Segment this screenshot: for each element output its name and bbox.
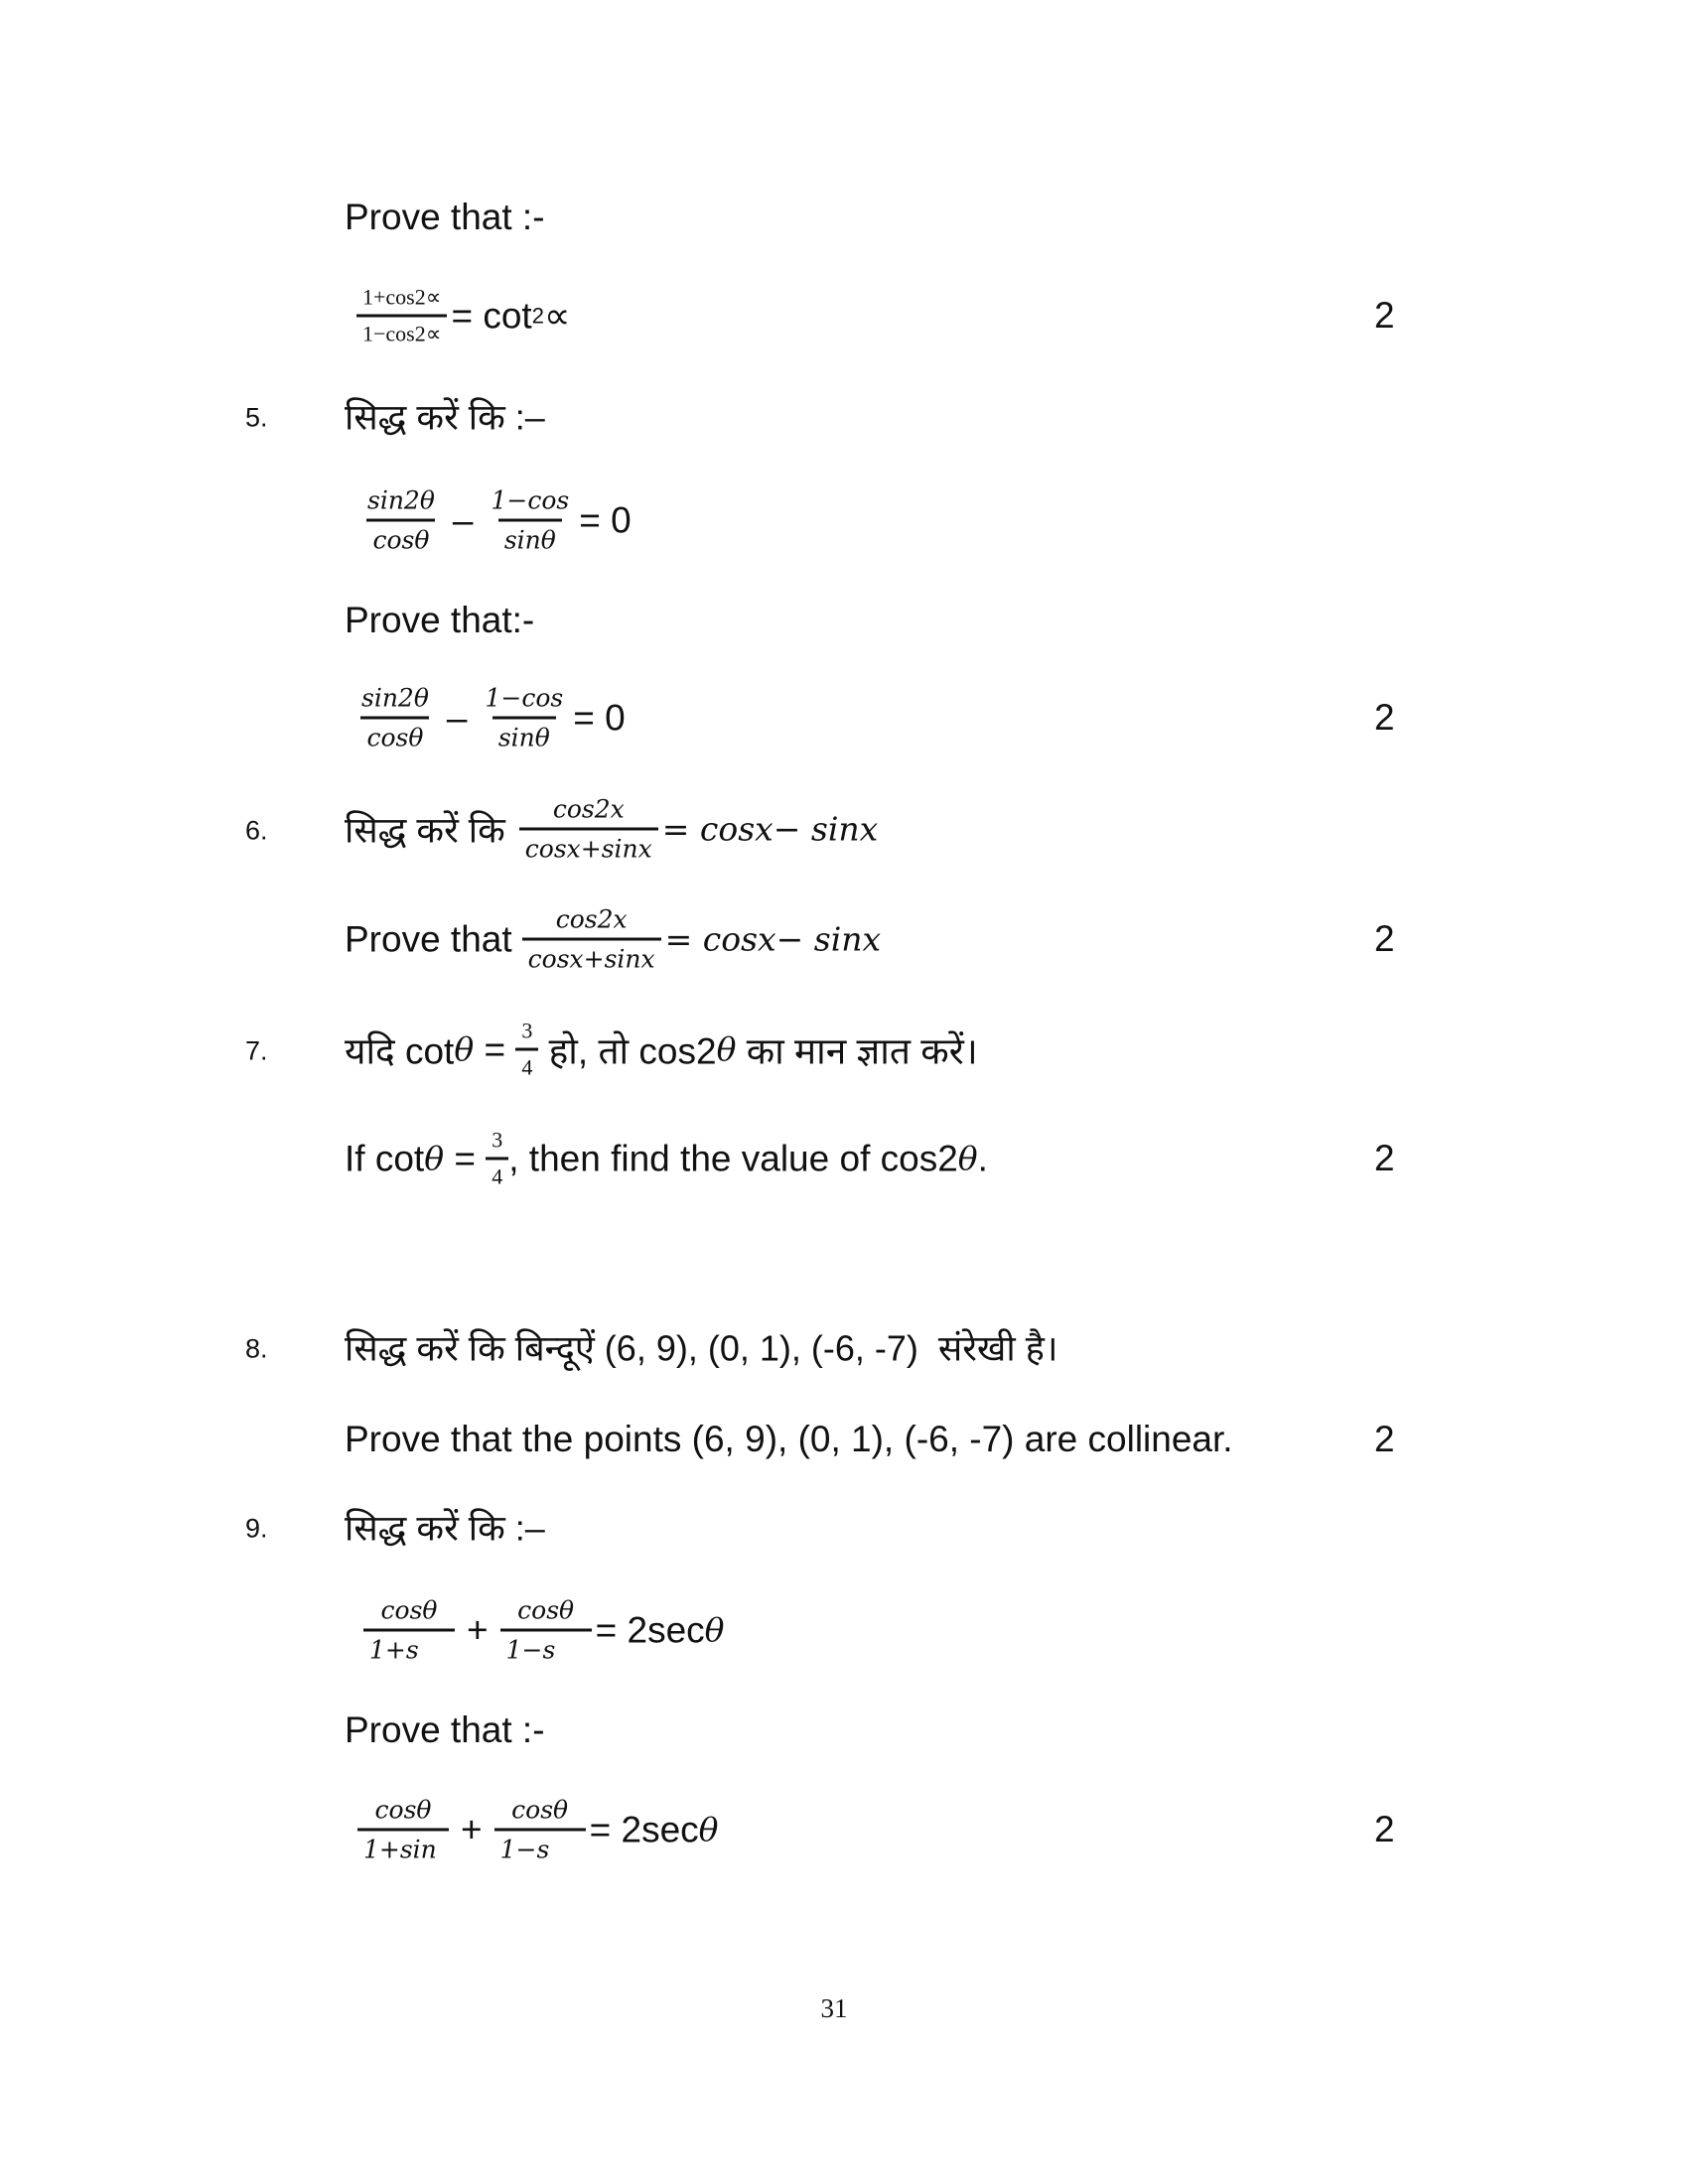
- fraction: [485, 486, 575, 555]
- english-prompt: Prove that the points (6, 9), (0, 1), (-6, -7) are collinear.: [345, 1419, 1233, 1459]
- numerator: cos2x: [552, 794, 625, 824]
- rhs: = 0: [573, 697, 626, 738]
- equation-english: [352, 684, 626, 752]
- marks: 2: [1374, 918, 1395, 959]
- numerator: cosθ: [517, 1595, 575, 1625]
- fraction: [519, 795, 658, 864]
- prove-label: Prove that :-: [345, 1709, 545, 1750]
- equation-hindi: [359, 1596, 725, 1665]
- rhs: = cosx− sinx: [664, 919, 882, 959]
- fraction: [479, 684, 569, 752]
- numerator: cosθ: [511, 1795, 569, 1825]
- theta: θ: [957, 1139, 978, 1178]
- denominator: 1−cos2∝: [356, 315, 447, 347]
- exponent: 2: [531, 303, 544, 328]
- page-number: 31: [820, 1993, 848, 2023]
- hindi-prompt: सिद्ध करें कि बिन्दूऐं (6, 9), (0, 1), (-6, -7) संरेखी है।: [345, 1327, 1058, 1369]
- theta: θ: [716, 1029, 737, 1069]
- denominator: cosx+sinx: [522, 938, 661, 974]
- numerator: 1−cos: [485, 683, 564, 713]
- prove-label: [345, 197, 545, 238]
- denominator: sinθ: [498, 519, 562, 555]
- english-prefix: If cot: [345, 1138, 425, 1178]
- numerator: cos2x: [555, 904, 628, 934]
- operator: –: [446, 697, 468, 738]
- english-mid: , then find the value of cos2: [508, 1138, 958, 1178]
- equals: =: [474, 1028, 516, 1069]
- prove-label: Prove that: [345, 918, 512, 959]
- numerator: 1+cos2∝: [362, 284, 442, 310]
- numerator: cosθ: [374, 1795, 432, 1825]
- numerator: 3: [492, 1127, 503, 1153]
- fraction: [522, 905, 661, 974]
- marks: 2: [1374, 697, 1395, 738]
- fraction: [363, 1596, 455, 1665]
- numerator: sin2θ: [367, 485, 435, 515]
- question-number: 8.: [245, 1333, 268, 1364]
- fraction: [356, 285, 447, 347]
- text: Prove that :-: [345, 197, 545, 237]
- rhs: = 2sec: [595, 1609, 705, 1650]
- theta: θ: [424, 1139, 445, 1178]
- rhs: = cot: [451, 295, 532, 336]
- equation-english: [345, 1128, 988, 1190]
- numerator: 1−cos: [491, 485, 570, 515]
- operator: +: [461, 1809, 483, 1849]
- equation-english: [353, 1796, 719, 1864]
- hindi-prompt: सिद्ध करें कि: [345, 809, 505, 851]
- equation-english: [345, 905, 881, 974]
- fraction: [357, 1796, 449, 1864]
- equation-hindi: [357, 486, 632, 555]
- denominator: 1−s: [494, 1829, 586, 1864]
- rhs: = cosx− sinx: [661, 809, 879, 849]
- prove-label: Prove that:-: [345, 600, 535, 640]
- equation-hindi: [345, 1019, 978, 1081]
- fraction: [494, 1796, 586, 1864]
- period: .: [977, 1138, 988, 1178]
- question-number: 9.: [245, 1513, 268, 1544]
- equation: [352, 285, 570, 347]
- fraction: [361, 486, 441, 555]
- hindi-suffix: का मान ज्ञात करें।: [736, 1030, 978, 1072]
- denominator: sinθ: [492, 717, 556, 752]
- numerator: sin2θ: [361, 683, 429, 713]
- fraction: [355, 684, 435, 752]
- numerator: cosθ: [380, 1595, 438, 1625]
- marks: 2: [1374, 1809, 1395, 1849]
- theta: θ: [704, 1610, 725, 1650]
- question-number: 5.: [245, 402, 268, 433]
- denominator: 1+sin: [357, 1829, 449, 1864]
- operator: –: [452, 499, 474, 540]
- question-number: 6.: [245, 815, 268, 846]
- denominator: 1−s: [500, 1629, 592, 1665]
- denominator: 4: [515, 1048, 538, 1081]
- marks: 2: [1374, 1419, 1395, 1459]
- denominator: cosθ: [366, 519, 435, 555]
- fraction: [486, 1128, 508, 1190]
- theta: θ: [454, 1029, 475, 1069]
- hindi-prompt: सिद्ध करें कि :–: [345, 396, 545, 438]
- hindi-mid: हो, तो cos2: [538, 1030, 717, 1072]
- rhs: = 0: [579, 499, 632, 540]
- operator: +: [467, 1609, 489, 1650]
- denominator: 4: [486, 1158, 508, 1190]
- denominator: cosθ: [360, 717, 429, 752]
- fraction: [515, 1019, 538, 1081]
- question-number: 7.: [245, 1035, 268, 1066]
- denominator: 1+s: [363, 1629, 455, 1665]
- marks: 2: [1374, 1138, 1395, 1178]
- fraction: [500, 1596, 592, 1665]
- denominator: cosx+sinx: [519, 828, 658, 864]
- marks: 2: [1374, 295, 1395, 336]
- hindi-prefix: यदि cot: [345, 1030, 455, 1072]
- numerator: 3: [521, 1018, 533, 1043]
- hindi-prompt: सिद्ध करें कि :–: [345, 1507, 545, 1549]
- equation-hindi: [345, 795, 878, 864]
- rhs: = 2sec: [589, 1809, 699, 1849]
- equals: =: [444, 1138, 487, 1178]
- alpha: ∝: [543, 295, 571, 337]
- theta: θ: [698, 1810, 719, 1849]
